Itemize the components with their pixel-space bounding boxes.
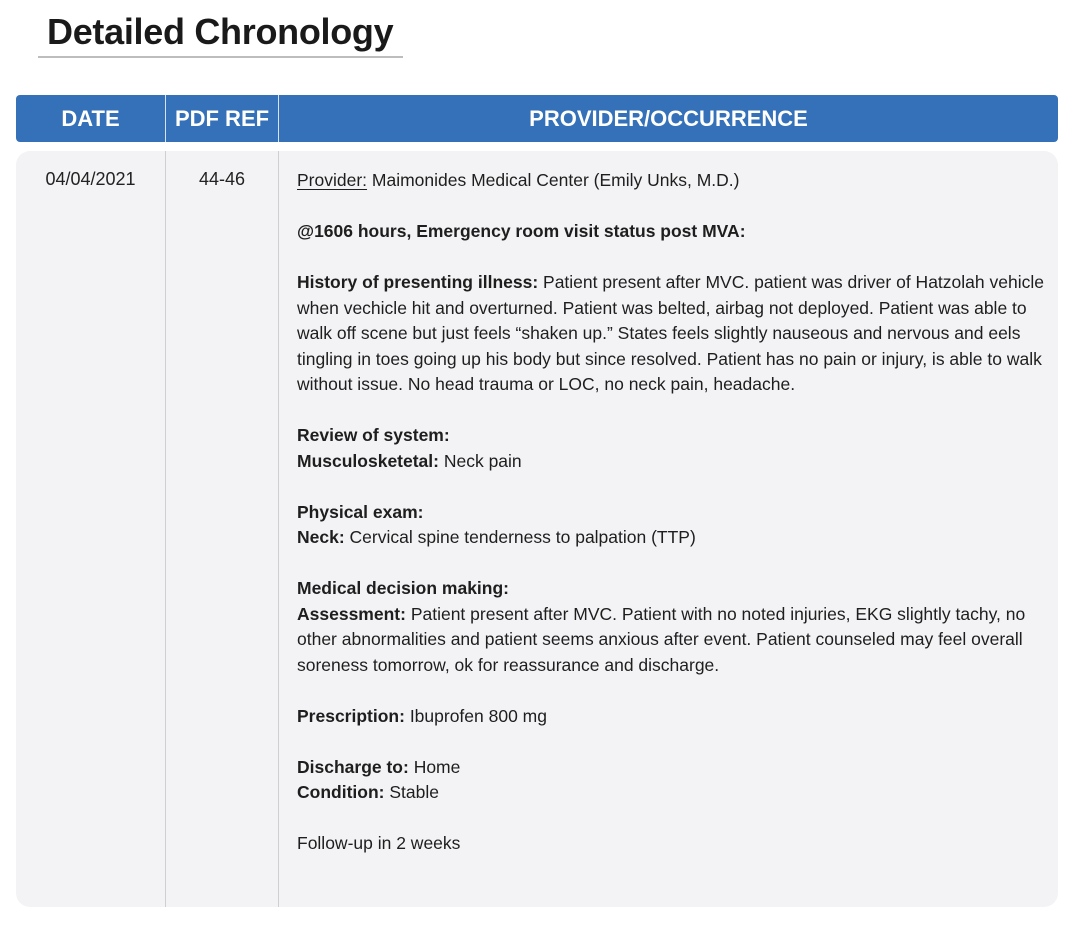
visit-heading: @1606 hours, Emergency room visit status post MVA:: [297, 221, 746, 241]
hpi-text: Patient present after MVC. patient was driver of Hatzolah vehicle when vechicle hit and overturned. Patient was belted, airbag not deployed. Patient was able to walk off scene but just feels “shaken up.” States feels slightly nauseous and nervous and eels tingling in toes going up his body but since resolved. Patient has no pain or injury, is able to walk without issue. No head trauma or LOC, no neck pain, headache.: [297, 272, 1044, 394]
prescription: [297, 704, 1050, 730]
discharge-info: [297, 755, 1050, 806]
ros-label: Musculosketetal:: [297, 450, 439, 471]
table-row: [16, 151, 1058, 907]
column-header-pdf-ref: PDF REF: [166, 95, 279, 142]
cell-pdf-ref: 44-46: [166, 151, 279, 907]
assessment-text: Patient present after MVC. Patient with no noted injuries, EKG slightly tachy, no other abnormalities and patient seems anxious after event. Patient counseled may feel overall soreness tomorrow, ok for reassurance and discharge.: [297, 603, 1026, 675]
review-of-system: [297, 423, 1050, 474]
condition-value: Stable: [384, 782, 439, 802]
cell-provider-occurrence: [279, 151, 1058, 907]
ros-value: Neck pain: [438, 450, 522, 471]
assessment-label: Assessment:: [297, 603, 406, 624]
discharge-label: Discharge to:: [297, 756, 409, 777]
column-header-date: DATE: [16, 95, 166, 142]
hpi-label: History of presenting illness:: [297, 272, 539, 292]
provider-value: Maimonides Medical Center (Emily Unks, M.D.): [367, 170, 740, 190]
physical-exam: [297, 500, 1050, 551]
pe-heading: Physical exam:: [297, 501, 424, 522]
discharge-value: Home: [408, 756, 461, 777]
ros-heading: Review of system:: [297, 425, 450, 445]
prescription-value: Ibuprofen 800 mg: [404, 705, 547, 726]
medical-decision-making: [297, 576, 1050, 678]
provider-line: [297, 168, 1050, 194]
follow-up: Follow-up in 2 weeks: [297, 833, 461, 853]
provider-label: Provider:: [297, 170, 368, 190]
prescription-label: Prescription:: [297, 705, 405, 726]
page-title: Detailed Chronology: [47, 11, 394, 52]
condition-label: Condition:: [297, 782, 385, 802]
mdm-heading: Medical decision making:: [297, 578, 509, 598]
column-header-provider-occurrence: PROVIDER/OCCURRENCE: [529, 105, 808, 131]
pe-value: Cervical spine tenderness to palpation (TTP): [344, 527, 696, 547]
history-of-presenting-illness: [297, 270, 1050, 398]
pe-label: Neck:: [297, 527, 345, 547]
page-title-container: [38, 8, 403, 58]
cell-date: 04/04/2021: [16, 151, 166, 907]
table-header: [16, 95, 1058, 142]
